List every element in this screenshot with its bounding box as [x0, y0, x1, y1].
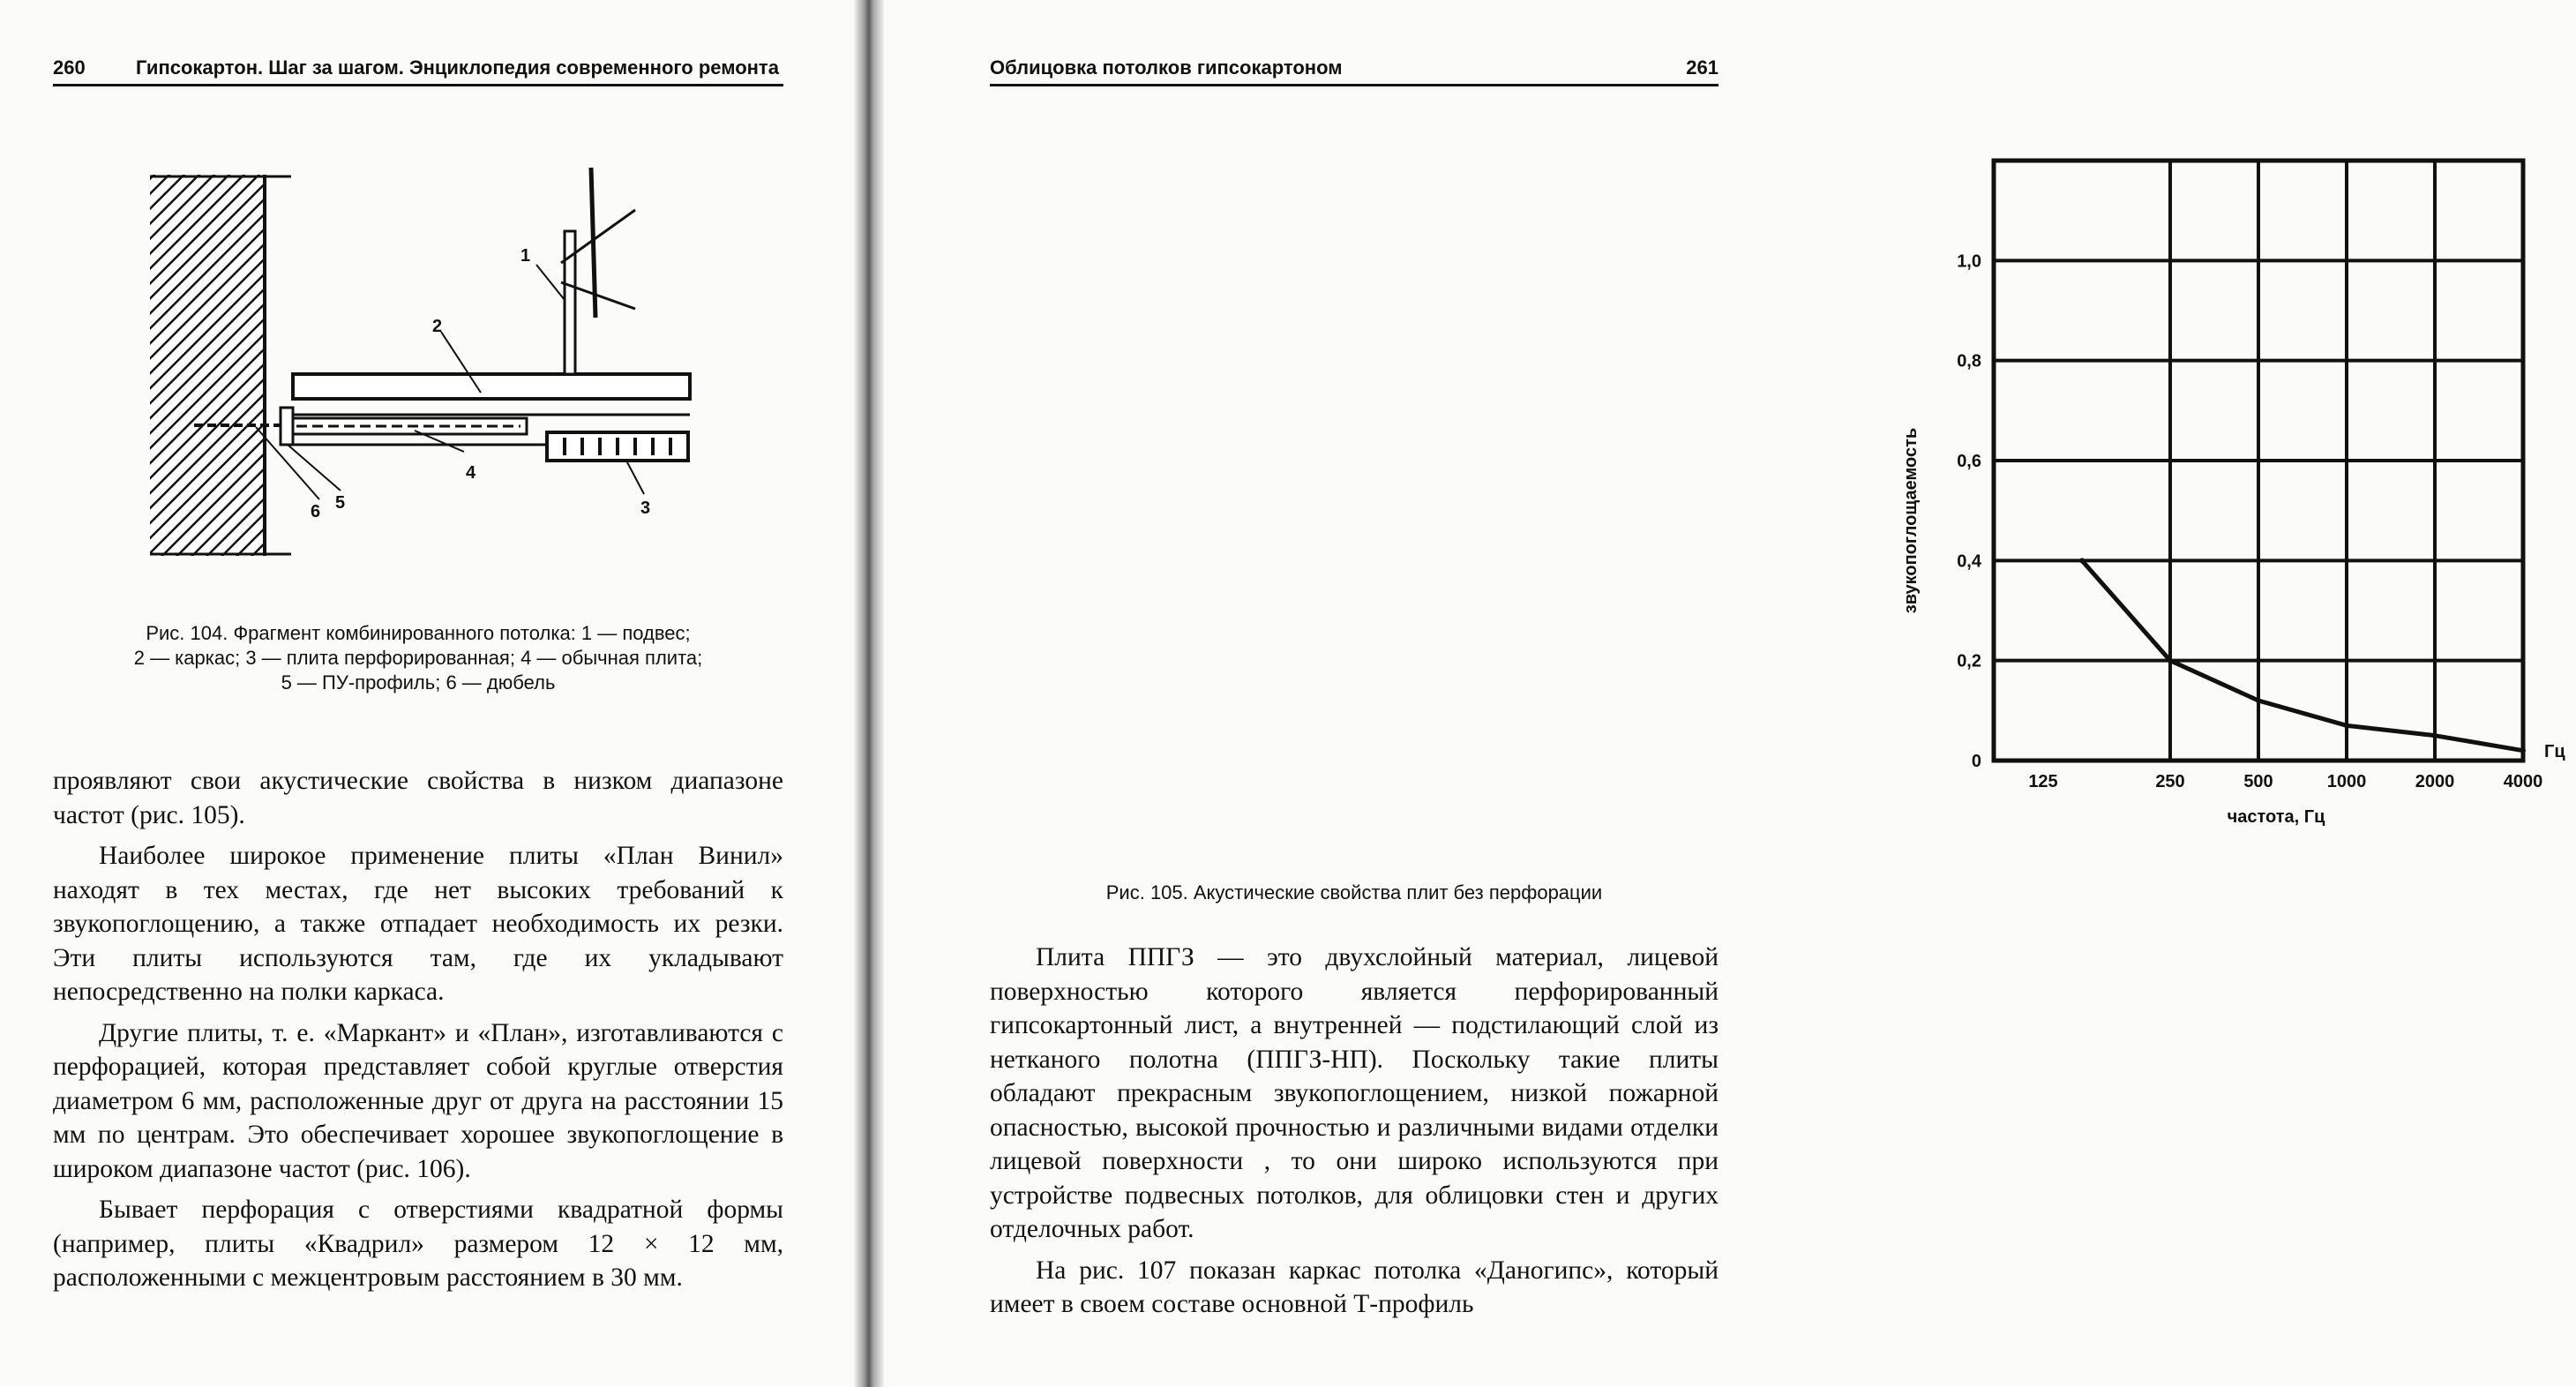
y-tick-label: 0	[1971, 752, 1981, 771]
fig-label-1: 1	[520, 246, 531, 266]
y-tick-labels	[1957, 251, 1982, 771]
x-tick-label: 1000	[2326, 772, 2367, 791]
x-tick-label: 2000	[2415, 772, 2455, 791]
paragraph: проявляют свои акустические свойства в низком диапазоне частот (рис. 105).	[53, 767, 783, 829]
figure-104-caption	[53, 621, 783, 695]
data-point	[2256, 698, 2261, 703]
paragraph: Бывает перфорация с отверстиями квадратной формы (например, плиты «Квадрил» размером 12 × 12 мм, расположенными с межцентровым расстоянием в 30 мм.	[53, 1196, 783, 1292]
x-tick-labels	[2028, 772, 2542, 791]
figure-105-caption: Рис. 105. Акустические свойства плит без перфорации	[1105, 881, 1603, 903]
left-page-body	[53, 764, 783, 1302]
page-number-left: 260	[53, 56, 86, 79]
series-line	[2082, 560, 2523, 750]
y-tick-label: 0,6	[1957, 452, 1981, 471]
figure-105-chart	[1888, 150, 2576, 838]
caption-line: 5 — ПУ-профиль; 6 — дюбель	[281, 671, 556, 694]
pu-profile	[281, 408, 293, 445]
left-page	[0, 0, 873, 1387]
x-tick-label: 4000	[2503, 772, 2543, 791]
data-point	[2344, 723, 2349, 728]
caption-line: 2 — каркас; 3 — плита перфорированная; 4 — обычная плита;	[133, 647, 703, 669]
fig-label-4: 4	[466, 463, 476, 483]
x-tick-label: 125	[2028, 772, 2058, 791]
running-head-right	[990, 56, 1719, 86]
data-series	[2079, 558, 2526, 753]
paragraph: Наиболее широкое применение плиты «План Винил» находят в тех местах, где нет высоких требований к звукопоглощению, а также отпадает необходимость их резки. Эти плиты используются там, где их укладывают непосредственно на полки каркаса.	[53, 842, 783, 1006]
y-tick-label: 1,0	[1957, 251, 1981, 272]
running-head-left	[53, 56, 783, 86]
x-axis-label: частота, Гц	[2227, 807, 2325, 827]
x-tick-label: 250	[2155, 772, 2185, 791]
y-tick-label: 0,4	[1957, 551, 1981, 572]
right-page	[882, 0, 2565, 1387]
frame-profile	[293, 374, 690, 399]
figure-104-ceiling-drawing	[132, 150, 732, 591]
fig-label-5: 5	[335, 493, 346, 513]
data-point	[2168, 658, 2173, 664]
fig-label-3: 3	[640, 499, 651, 518]
fig-label-2: 2	[432, 317, 443, 336]
wall-hatch	[150, 175, 265, 556]
data-point	[2079, 558, 2085, 563]
x-tick-label: 500	[2243, 772, 2273, 791]
page-number-right: 261	[1686, 56, 1719, 79]
y-tick-label: 0,2	[1957, 651, 1981, 671]
x-unit-label: Гц	[2544, 742, 2565, 761]
data-point	[2432, 733, 2437, 738]
y-tick-label: 0,8	[1957, 351, 1981, 371]
running-title-right: Облицовка потолков гипсокартоном	[990, 56, 1343, 79]
paragraph: Плита ППГЗ — это двухслойный материал, лицевой поверхностью которого является перфорированный гипсокартонный лист, а внутренней — подстилающий слой из нетканого полотна (ППГЗ-НП). Поскольку такие плиты обладают прекрасным звукопоглощением, низкой пожарной опасностью, высокой прочностью и различными видами отделки лицевой поверхности , то они широко используются при устройстве подвесных потолков, для облицовки стен и других отделочных работ.	[990, 943, 1719, 1243]
paragraph: На рис. 107 показан каркас потолка «Даногипс», который имеет в своем составе основной Т-профиль	[990, 1256, 1719, 1318]
y-axis-label: звукопоглощаемость	[1901, 427, 1921, 614]
right-page-body	[990, 941, 1719, 1329]
grid	[1994, 161, 2523, 761]
data-point	[2520, 748, 2526, 753]
paragraph: Другие плиты, т. е. «Маркант» и «План», изготавливаются с перфорацией, которая представляет собой круглые отверстия диаметром 6 мм, расположенные друг от друга на расстоянии 15 мм по центрам. Это обеспечивает хорошее звукопоглощение в широком диапазоне частот (рис. 106).	[53, 1018, 783, 1183]
perforation-marks	[565, 438, 670, 455]
running-title-left: Гипсокартон. Шаг за шагом. Энциклопедия современного ремонта	[136, 56, 779, 79]
fig-label-6: 6	[311, 502, 321, 521]
caption-line: Рис. 104. Фрагмент комбинированного потолка: 1 — подвес;	[146, 622, 691, 644]
